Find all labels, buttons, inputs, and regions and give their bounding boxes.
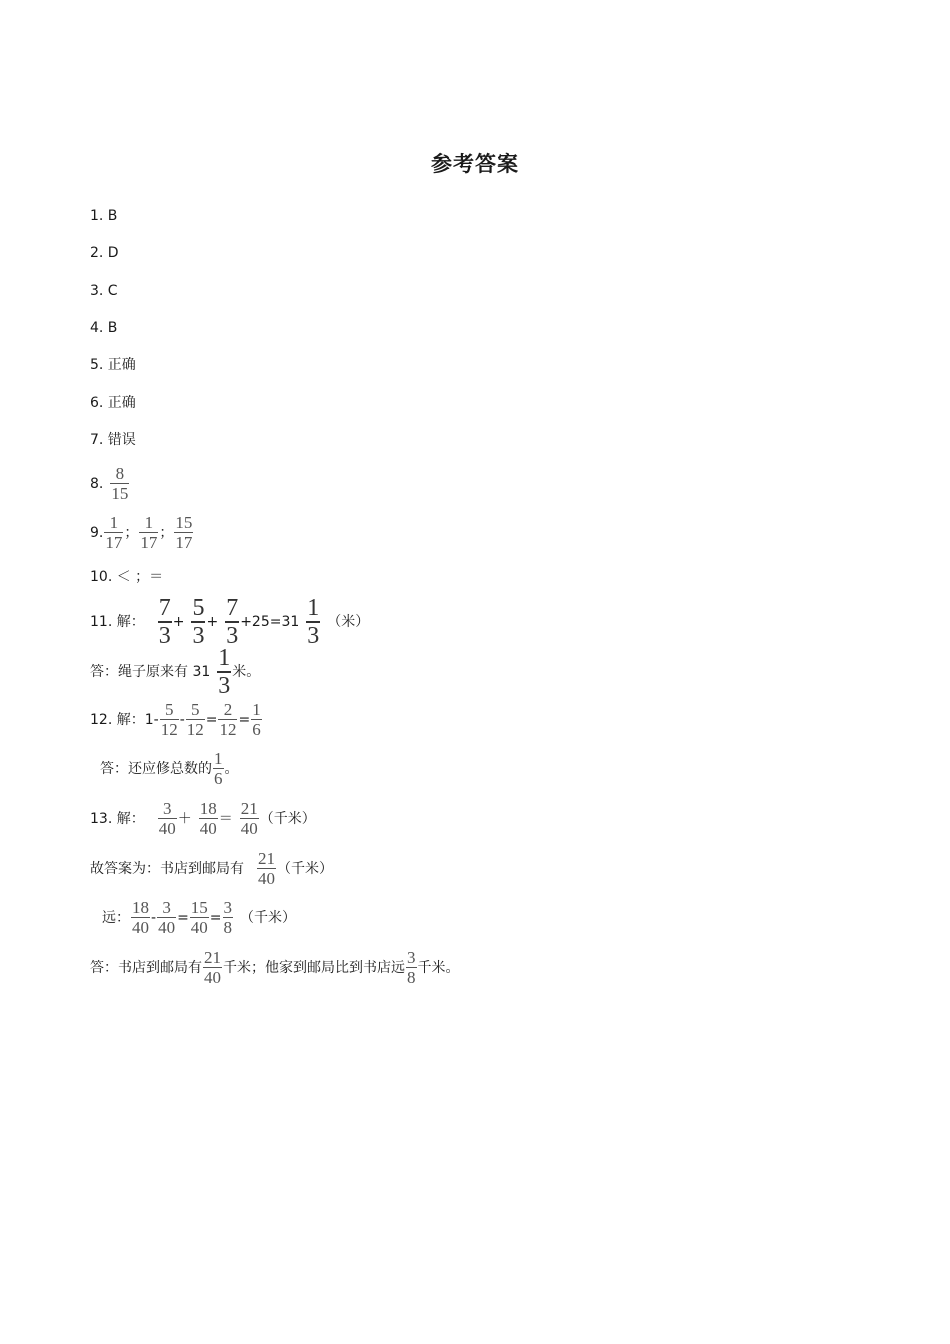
answer-11-label: 11. 解： [90,614,145,630]
conclusion-text: 千米；他家到邮局比到书店远 [223,959,405,976]
fraction: $\frac{5}{3}$ [192,595,205,649]
answer-12-label: 12. 解：1- [90,711,159,728]
fraction: $\frac{7}{3}$ [226,595,239,649]
operator: + [172,614,185,630]
fraction: $\frac{3}{40}$ [158,799,176,838]
fraction: $\frac{15}{40}$ [190,898,208,937]
fraction: $\frac{1}{6}$ [252,700,261,739]
separator: ； [159,524,174,541]
operator: ＋ [177,810,192,827]
answer-8-label: 8. [90,475,104,492]
conclusion-text: 答：还应修总数的 [100,760,212,777]
answer-12 [90,701,263,738]
expression-text: +25=31 [240,614,300,630]
operator: + [206,614,219,630]
operator: = [177,909,189,926]
answer-7: 7. 错误 [90,432,136,448]
answer-3: 3. C [90,283,118,299]
fraction: $\frac{1}{17}$ [140,513,158,552]
fraction: $\frac{3}{8}$ [223,898,233,937]
fraction: $\frac{8}{15}$ [111,464,129,503]
fraction: $\frac{21}{40}$ [258,849,275,888]
fraction: $\frac{18}{40}$ [199,799,217,838]
answer-13-line3 [102,899,296,936]
answer-11-conclusion [90,646,260,698]
operator: - [151,909,157,926]
operator: = [209,909,222,926]
answer-11 [90,596,369,648]
fraction: $\frac{1}{3}$ [307,595,320,649]
answer-9 [90,514,194,551]
fraction: $\frac{15}{17}$ [175,513,193,552]
operator: = [238,711,251,728]
conclusion-text: 故答案为：书店到邮局有 [90,860,244,877]
page-title: 参考答案 [431,152,519,176]
fraction: $\frac{21}{40}$ [240,799,258,838]
fraction: $\frac{1}{3}$ [218,645,231,699]
operator: ＝ [218,810,233,827]
fraction: $\frac{5}{12}$ [160,700,178,739]
conclusion-text: 千米。 [417,959,460,976]
answer-13 [90,800,316,837]
operator: = [205,711,218,728]
conclusion-text: 答：书店到邮局有 [90,959,202,976]
fraction: $\frac{3}{8}$ [407,948,416,987]
conclusion-text: 。 [224,760,239,777]
fraction: $\frac{21}{40}$ [204,948,221,987]
fraction: $\frac{18}{40}$ [132,898,149,937]
unit: （千米） [259,810,316,827]
answer-5: 5. 正确 [90,357,136,373]
unit: （米） [327,614,370,630]
fraction: $\frac{1}{17}$ [105,513,123,552]
answer-1: 1. B [90,208,118,224]
operator: - [179,711,185,728]
fraction: $\frac{5}{12}$ [186,700,204,739]
fraction: $\frac{2}{12}$ [219,700,237,739]
answer-12-conclusion [100,750,239,787]
separator: ； [124,524,139,541]
answer-13-conclusion [90,949,460,986]
answer-6: 6. 正确 [90,395,136,411]
answer-13-line2 [90,850,333,887]
fraction: $\frac{1}{6}$ [214,749,223,788]
answer-9-label: 9. [90,524,104,541]
answer-8 [90,465,130,502]
answer-10: 10. ＜ ；＝ [90,569,164,585]
conclusion-text: 答：绳子原来有 31 [90,664,211,680]
unit: （千米） [277,860,333,877]
fraction: $\frac{7}{3}$ [158,595,171,649]
fraction: $\frac{3}{40}$ [158,898,176,937]
conclusion-text: 远： [102,909,130,926]
conclusion-text: 米。 [232,664,261,680]
answer-13-label: 13. 解： [90,810,145,827]
unit: （千米） [240,909,297,926]
answer-2: 2. D [90,245,119,261]
answer-4: 4. B [90,320,118,336]
